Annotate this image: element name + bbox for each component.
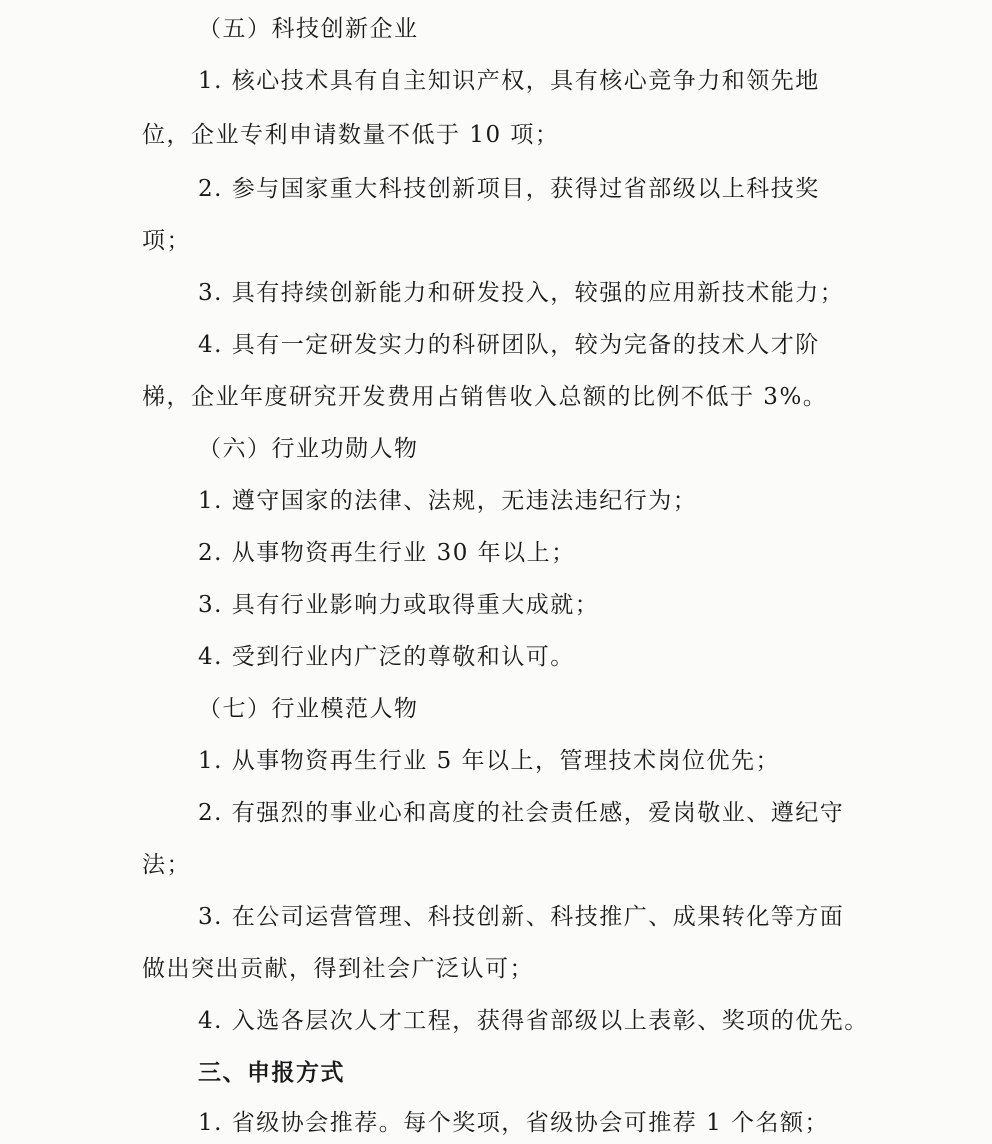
section-7-item-4: 4. 入选各层次人才工程，获得省部级以上表彰、奖项的优先。 <box>198 1008 869 1034</box>
section-5-item-4-line-2: 梯，企业年度研究开发费用占销售收入总额的比例不低于 3%。 <box>142 384 828 410</box>
section-6-item-4: 4. 受到行业内广泛的尊敬和认可。 <box>198 644 575 670</box>
part-3-item-1: 1. 省级协会推荐。每个奖项，省级协会可推荐 1 个名额； <box>198 1110 830 1136</box>
section-7-title: （七）行业模范人物 <box>198 696 419 722</box>
part-3-heading: 三、申报方式 <box>198 1060 345 1086</box>
section-7-item-2-line-2: 法； <box>142 852 191 878</box>
section-5-item-2-line-1: 2. 参与国家重大科技创新项目，获得过省部级以上科技奖 <box>198 176 820 202</box>
section-6-item-1: 1. 遵守国家的法律、法规，无违法违纪行为； <box>198 488 698 514</box>
section-5-item-3: 3. 具有持续创新能力和研发投入，较强的应用新技术能力； <box>198 280 845 306</box>
section-5-title: （五）科技创新企业 <box>198 16 419 42</box>
section-7-item-3-line-1: 3. 在公司运营管理、科技创新、科技推广、成果转化等方面 <box>198 904 845 930</box>
section-6-title: （六）行业功勋人物 <box>198 436 419 462</box>
section-5-item-2-line-2: 项； <box>142 228 191 254</box>
section-7-item-1: 1. 从事物资再生行业 5 年以上，管理技术岗位优先； <box>198 748 781 774</box>
section-5-item-4-line-1: 4. 具有一定研发实力的科研团队，较为完备的技术人才阶 <box>198 332 820 358</box>
section-6-item-3: 3. 具有行业影响力或取得重大成就； <box>198 592 600 618</box>
section-5-item-1-line-1: 1. 核心技术具有自主知识产权，具有核心竞争力和领先地 <box>198 68 820 94</box>
section-7-item-2-line-1: 2. 有强烈的事业心和高度的社会责任感，爱岗敬业、遵纪守 <box>198 800 845 826</box>
section-6-item-2: 2. 从事物资再生行业 30 年以上； <box>198 540 576 566</box>
section-7-item-3-line-2: 做出突出贡献，得到社会广泛认可； <box>142 956 534 982</box>
section-5-item-1-line-2: 位，企业专利申请数量不低于 10 项； <box>142 122 560 148</box>
